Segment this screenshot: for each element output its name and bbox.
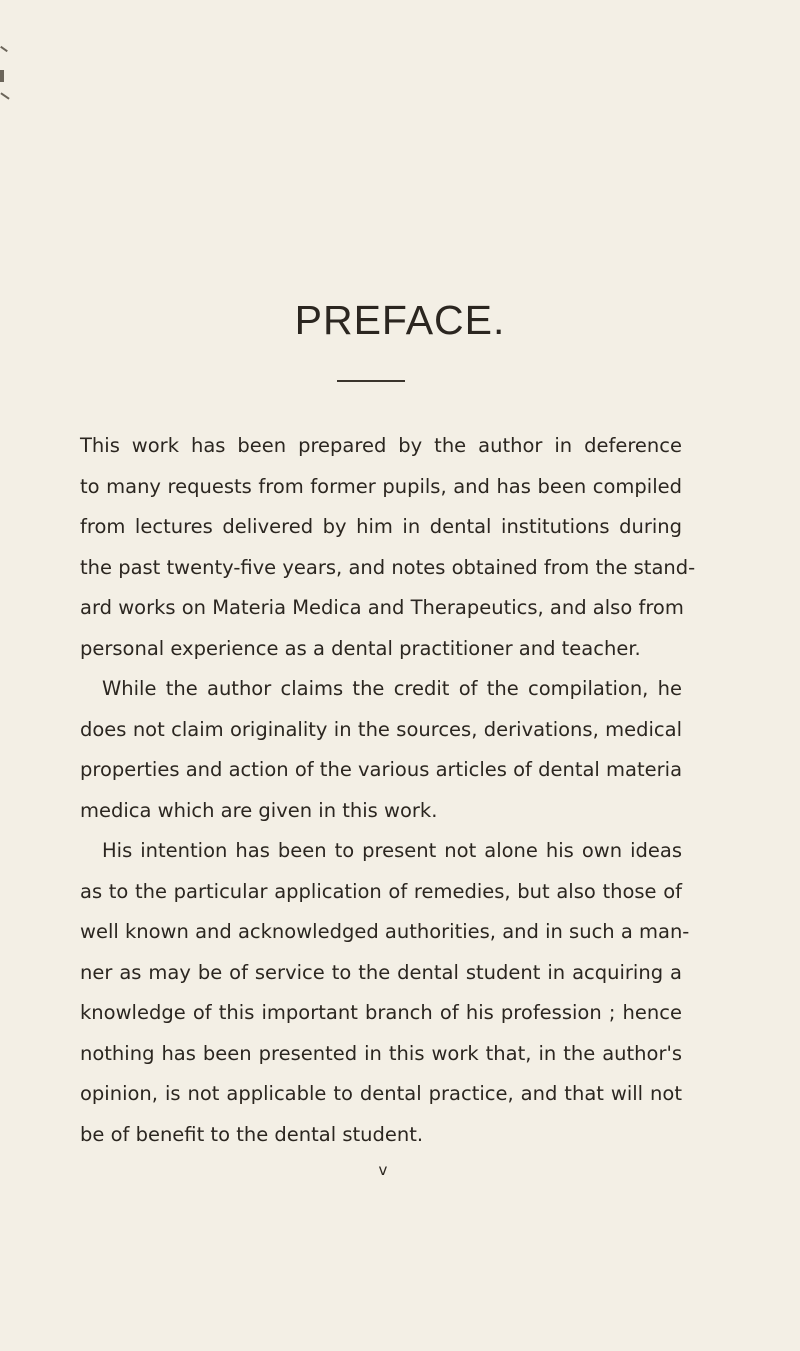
text-line: medica which are given in this work.: [80, 798, 438, 822]
text-line: knowledge of this important branch of his profession ; hence: [80, 1001, 682, 1024]
text-line: the past twenty-five years, and notes obtained from the stand-: [80, 555, 696, 579]
text-line: be of benefit to the dental student.: [80, 1122, 424, 1146]
preface-text: [80, 426, 696, 1155]
page-number: v: [378, 1161, 388, 1179]
title-rule: [337, 380, 405, 382]
text-line: well known and acknowledged authorities, and in such a man-: [80, 920, 690, 943]
page-title: PREFACE.: [294, 297, 506, 343]
paragraph: [80, 669, 682, 831]
text-line: opinion, is not applicable to dental practice, and that will not: [80, 1082, 682, 1105]
text-line: ner as may be of service to the dental student in acquiring a: [80, 960, 682, 984]
text-line: personal experience as a dental practitioner and teacher.: [80, 636, 641, 660]
text-line: as to the particular application of remedies, but also those of: [80, 879, 682, 903]
text-line: This work has been prepared by the author in deference: [80, 434, 682, 457]
paragraph: [80, 831, 690, 1155]
text-line: nothing has been presented in this work that, in the author's: [80, 1041, 682, 1065]
paragraph: [80, 426, 696, 669]
text-line: to many requests from former pupils, and has been compiled: [80, 474, 682, 498]
scan-mark: [0, 92, 9, 99]
text-line: ard works on Materia Medica and Therapeutics, and also from: [80, 596, 684, 619]
text-line: does not claim originality in the sources, derivations, medical: [80, 717, 682, 741]
text-line: properties and action of the various articles of dental materia: [80, 758, 683, 781]
text-line: His intention has been to present not alone his own ideas: [102, 839, 682, 862]
text-line: from lectures delivered by him in dental institutions during: [80, 515, 682, 538]
scan-mark: [0, 46, 8, 52]
scan-mark: [0, 70, 4, 82]
text-line: While the author claims the credit of the compilation, he: [102, 677, 682, 700]
